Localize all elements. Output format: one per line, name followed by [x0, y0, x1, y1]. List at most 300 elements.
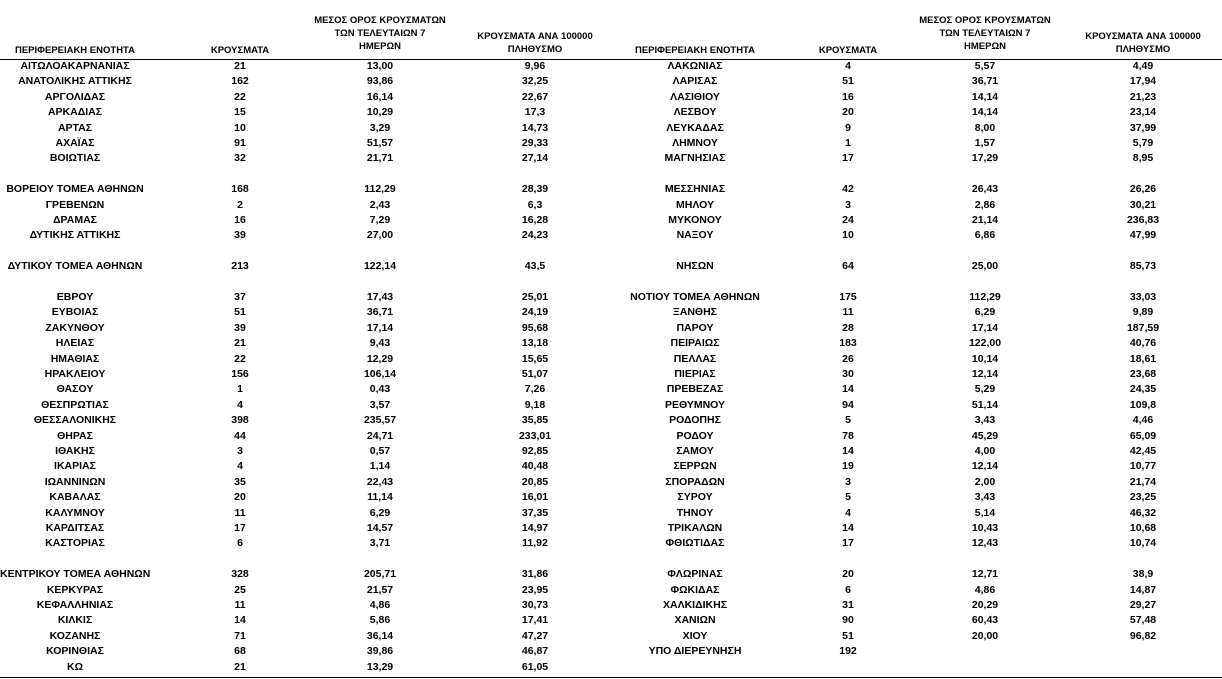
cell-avg7: 0,57 — [369, 445, 391, 457]
cell-region: ΔΡΑΜΑΣ — [53, 214, 97, 226]
cell-per100k: 14,97 — [521, 522, 549, 534]
cell-avg7: 10,29 — [366, 106, 394, 119]
cell-avg7: 14,14 — [971, 106, 999, 119]
cell-cases: 1 — [845, 137, 851, 149]
cell-region: ΠΙΕΡΙΑΣ — [674, 368, 716, 380]
cell-avg7: 7,29 — [369, 214, 391, 226]
cell-region: ΦΛΩΡΙΝΑΣ — [667, 568, 723, 581]
cell-avg7: 25,00 — [971, 260, 999, 273]
cell-cases: 31 — [842, 599, 854, 611]
cell-region: ΒΟΡΕΙΟΥ ΤΟΜΕΑ ΑΘΗΝΩΝ — [6, 183, 144, 196]
cell-region: ΠΕΛΛΑΣ — [673, 352, 717, 365]
cell-per100k: 24,19 — [521, 306, 549, 319]
cell-cases — [808, 553, 888, 566]
cell-avg7: 205,71 — [363, 568, 397, 581]
cell-avg7: 11,14 — [367, 491, 393, 504]
cell-per100k: 15,65 — [521, 352, 549, 365]
cell-avg7: 12,43 — [971, 537, 999, 550]
cell-cases: 183 — [839, 337, 857, 350]
cell-cases: 19 — [842, 460, 854, 473]
header-cases-right: ΚΡΟΥΣΜΑΤΑ — [818, 45, 878, 56]
cell-avg7: 4,00 — [974, 445, 996, 457]
cell-avg7: 5,29 — [974, 383, 996, 396]
cell-per100k: 9,96 — [524, 60, 546, 72]
cell-per100k: 10,68 — [1129, 522, 1157, 534]
cell-region: ΚΕΦΑΛΛΗΝΙΑΣ — [36, 599, 114, 611]
cell-region: ΕΒΡΟΥ — [56, 291, 94, 303]
cell-avg7: 235,57 — [363, 414, 397, 427]
cell-cases: 37 — [234, 291, 246, 303]
cell-region: ΑΡΤΑΣ — [57, 121, 93, 134]
cell-cases: 4 — [237, 460, 243, 473]
cell-region — [0, 276, 150, 289]
cell-cases — [808, 168, 888, 181]
cell-avg7: 122,14 — [363, 260, 397, 273]
header-per100k-left: ΚΡΟΥΣΜΑΤΑ ΑΝΑ 100000 ΠΛΗΘΥΣΜΟ — [477, 31, 593, 55]
cell-avg7 — [300, 276, 460, 289]
cell-avg7: 17,14 — [971, 321, 999, 334]
cell-avg7: 36,71 — [971, 75, 999, 88]
cell-per100k: 7,26 — [524, 383, 546, 396]
cell-cases: 35 — [234, 475, 246, 488]
cell-cases: 11 — [234, 599, 246, 611]
cell-per100k: 23,95 — [521, 583, 549, 596]
cell-region: ΑΙΤΩΛΟΑΚΑΡΝΑΝΙΑΣ — [20, 60, 130, 72]
cell-region: ΘΗΡΑΣ — [57, 429, 93, 442]
cell-cases: 10 — [842, 229, 854, 242]
cell-avg7: 2,86 — [974, 198, 996, 211]
cell-region: ΜΗΛΟΥ — [676, 198, 714, 211]
cell-region: ΦΘΙΩΤΙΔΑΣ — [665, 537, 725, 550]
cell-per100k: 10,77 — [1129, 460, 1157, 473]
cell-cases: 5 — [845, 414, 851, 427]
cell-cases: 94 — [842, 398, 854, 411]
cell-region: ΚΟΡΙΝΘΙΑΣ — [46, 645, 104, 658]
cell-per100k: 33,03 — [1129, 291, 1157, 303]
cell-region: ΘΑΣΟΥ — [56, 383, 94, 396]
cell-region: ΕΥΒΟΙΑΣ — [51, 306, 99, 319]
cell-region — [0, 245, 150, 258]
cell-avg7: 12,71 — [971, 568, 999, 581]
cell-region: ΠΑΡΟΥ — [676, 321, 714, 334]
cell-avg7: 2,00 — [974, 475, 996, 488]
cell-avg7: 122,00 — [968, 337, 1002, 350]
cell-region: ΚΙΛΚΙΣ — [57, 614, 93, 627]
cell-cases — [200, 245, 280, 258]
cell-avg7: 27,00 — [366, 229, 394, 242]
cell-cases: 21 — [234, 337, 246, 350]
cell-per100k — [460, 168, 610, 181]
cell-per100k: 10,74 — [1129, 537, 1157, 550]
cell-region: ΔΥΤΙΚΗΣ ΑΤΤΙΚΗΣ — [29, 229, 121, 242]
cell-per100k: 20,85 — [521, 475, 549, 488]
cell-per100k: 6,3 — [527, 198, 543, 211]
cell-region: ΜΕΣΣΗΝΙΑΣ — [664, 183, 726, 196]
cell-cases: 44 — [234, 429, 246, 442]
cell-cases: 175 — [839, 291, 857, 303]
cell-per100k: 65,09 — [1129, 429, 1157, 442]
cell-cases: 22 — [234, 90, 246, 103]
cell-avg7: 1,57 — [974, 137, 996, 149]
cell-region: ΔΥΤΙΚΟΥ ΤΟΜΕΑ ΑΘΗΝΩΝ — [7, 260, 143, 273]
cell-cases: 5 — [845, 491, 851, 504]
cell-region: ΠΕΙΡΑΙΩΣ — [670, 337, 720, 350]
cell-per100k: 38,9 — [1132, 568, 1154, 581]
cell-cases: 39 — [234, 229, 246, 242]
cell-cases: 162 — [231, 75, 249, 88]
header-region-right: ΠΕΡΙΦΕΡΕΙΑΚΗ ΕΝΟΤΗΤΑ — [634, 45, 756, 56]
cell-per100k: 40,48 — [521, 460, 549, 473]
cell-region: ΜΥΚΟΝΟΥ — [668, 214, 722, 226]
cell-cases: 3 — [237, 445, 243, 457]
cell-region: ΘΕΣΣΑΛΟΝΙΚΗΣ — [33, 414, 117, 427]
cell-avg7 — [905, 245, 1065, 258]
cell-cases: 192 — [839, 645, 857, 658]
cell-cases: 30 — [842, 368, 854, 380]
cell-region: ΤΡΙΚΑΛΩΝ — [667, 522, 723, 534]
cell-per100k: 27,14 — [521, 152, 549, 165]
cell-per100k: 109,8 — [1129, 398, 1157, 411]
cell-avg7: 12,14 — [971, 368, 999, 380]
cell-cases: 14 — [842, 445, 854, 457]
cell-cases — [200, 168, 280, 181]
cell-region — [0, 553, 150, 566]
cell-cases: 16 — [234, 214, 246, 226]
cell-cases: 51 — [234, 306, 246, 319]
cell-cases: 91 — [234, 137, 246, 149]
cell-region: ΚΑΛΥΜΝΟΥ — [45, 506, 105, 519]
cell-region — [620, 245, 770, 258]
cell-region: ΒΟΙΩΤΙΑΣ — [49, 152, 101, 165]
cell-region: ΓΡΕΒΕΝΩΝ — [45, 198, 105, 211]
cell-region: ΡΟΔΟΠΗΣ — [669, 414, 721, 427]
cell-avg7: 4,86 — [974, 583, 996, 596]
cell-cases: 6 — [237, 537, 243, 550]
cell-per100k — [1068, 245, 1218, 258]
cell-region: ΝΗΣΩΝ — [676, 260, 714, 273]
cell-cases: 26 — [842, 352, 854, 365]
header-avg7-left: ΜΕΣΟΣ ΟΡΟΣ ΚΡΟΥΣΜΑΤΩΝ ΤΩΝ ΤΕΛΕΥΤΑΙΩΝ 7 ΗΜΕΡΩΝ — [314, 15, 446, 52]
cell-per100k: 14,87 — [1129, 583, 1157, 596]
cell-per100k: 4,46 — [1132, 414, 1154, 427]
cell-per100k: 21,23 — [1129, 90, 1157, 103]
cell-per100k: 16,28 — [521, 214, 549, 226]
cell-region: ΚΕΡΚΥΡΑΣ — [46, 583, 104, 596]
cell-per100k: 32,25 — [521, 75, 549, 88]
cell-per100k: 13,18 — [521, 337, 549, 350]
cell-region: ΗΜΑΘΙΑΣ — [50, 352, 100, 365]
cell-per100k: 28,39 — [521, 183, 549, 196]
cell-per100k — [1068, 553, 1218, 566]
cell-cases: 10 — [234, 121, 246, 134]
cell-cases: 42 — [842, 183, 854, 196]
cell-per100k: 29,33 — [521, 137, 549, 149]
cell-avg7: 10,14 — [971, 352, 999, 365]
cell-avg7 — [905, 553, 1065, 566]
cell-per100k: 37,35 — [521, 506, 549, 519]
cell-per100k: 17,3 — [524, 106, 546, 119]
cell-region: ΛΑΣΙΘΙΟΥ — [670, 90, 720, 103]
cell-avg7: 21,57 — [366, 583, 394, 596]
cell-region: ΘΕΣΠΡΩΤΙΑΣ — [41, 398, 109, 411]
cell-per100k: 57,48 — [1129, 614, 1157, 627]
cell-cases: 1 — [237, 383, 243, 396]
cell-cases: 90 — [842, 614, 854, 627]
cell-region: ΑΝΑΤΟΛΙΚΗΣ ΑΤΤΙΚΗΣ — [18, 75, 132, 88]
cell-per100k: 187,59 — [1126, 321, 1160, 334]
cell-cases: 4 — [845, 506, 851, 519]
cell-cases: 14 — [842, 522, 854, 534]
cell-avg7: 22,43 — [366, 475, 394, 488]
cell-cases: 51 — [842, 629, 854, 642]
cell-region: ΛΑΚΩΝΙΑΣ — [667, 60, 723, 72]
cell-cases: 17 — [842, 152, 854, 165]
cell-cases: 213 — [231, 260, 249, 273]
cell-region: ΡΕΘΥΜΝΟΥ — [664, 398, 726, 411]
cell-cases: 20 — [234, 491, 246, 504]
cell-avg7 — [905, 276, 1065, 289]
cell-avg7: 4,86 — [369, 599, 391, 611]
cell-per100k: 5,79 — [1132, 137, 1154, 149]
cell-avg7: 45,29 — [971, 429, 999, 442]
cell-cases: 20 — [842, 568, 854, 581]
cell-avg7: 12,14 — [971, 460, 999, 473]
cell-region: ΧΑΛΚΙΔΙΚΗΣ — [662, 599, 728, 611]
cell-avg7 — [300, 168, 460, 181]
cell-avg7: 93,86 — [366, 75, 394, 88]
cell-avg7: 16,14 — [366, 90, 394, 103]
cell-region: ΜΑΓΝΗΣΙΑΣ — [664, 152, 726, 165]
cell-avg7: 5,86 — [369, 614, 391, 627]
cell-region: ΚΑΒΑΛΑΣ — [49, 491, 101, 504]
cell-per100k: 14,73 — [521, 121, 549, 134]
cell-per100k: 26,26 — [1129, 183, 1157, 196]
cell-region: ΚΕΝΤΡΙΚΟΥ ΤΟΜΕΑ ΑΘΗΝΩΝ — [0, 568, 151, 581]
cell-region: ΖΑΚΥΝΘΟΥ — [45, 321, 105, 334]
cell-per100k: 40,76 — [1129, 337, 1157, 350]
cell-region: ΛΑΡΙΣΑΣ — [672, 75, 718, 88]
cell-cases: 3 — [845, 198, 851, 211]
cell-per100k: 47,27 — [521, 629, 549, 642]
cell-avg7: 21,71 — [366, 152, 394, 165]
cell-avg7: 5,57 — [974, 60, 996, 72]
cell-avg7: 3,29 — [369, 121, 391, 134]
cell-cases: 78 — [842, 429, 854, 442]
cell-per100k: 35,85 — [521, 414, 549, 427]
cell-avg7: 24,71 — [366, 429, 394, 442]
cell-per100k: 9,18 — [524, 398, 546, 411]
cell-cases: 17 — [842, 537, 854, 550]
cell-region: ΝΟΤΙΟΥ ΤΟΜΕΑ ΑΘΗΝΩΝ — [630, 291, 760, 303]
cell-per100k: 46,87 — [521, 645, 549, 658]
cell-region: ΧΙΟΥ — [682, 629, 708, 642]
cell-cases: 11 — [842, 306, 854, 319]
cell-region: ΝΑΞΟΥ — [676, 229, 714, 242]
cell-avg7: 3,43 — [974, 414, 996, 427]
cell-cases: 14 — [842, 383, 854, 396]
cell-cases: 17 — [234, 522, 246, 534]
cell-avg7: 1,14 — [369, 460, 391, 473]
cell-avg7: 8,00 — [974, 121, 996, 134]
cell-per100k: 4,49 — [1132, 60, 1154, 72]
cell-avg7: 13,29 — [366, 660, 394, 673]
cell-region: ΚΩ — [66, 660, 83, 673]
cell-per100k: 43,5 — [524, 260, 546, 273]
cell-per100k: 236,83 — [1126, 214, 1160, 226]
cell-avg7: 0,43 — [369, 383, 391, 396]
cell-region: ΙΩΑΝΝΙΝΩΝ — [44, 475, 106, 488]
cell-region: ΛΕΥΚΑΔΑΣ — [666, 121, 724, 134]
cell-per100k: 24,23 — [521, 229, 549, 242]
cell-region: ΡΟΔΟΥ — [676, 429, 714, 442]
cell-region — [620, 553, 770, 566]
cell-avg7: 10,43 — [971, 522, 999, 534]
cell-avg7: 36,71 — [366, 306, 394, 319]
cell-per100k: 23,14 — [1129, 106, 1157, 119]
cell-region: ΙΚΑΡΙΑΣ — [54, 460, 96, 473]
cell-region: ΤΗΝΟΥ — [676, 506, 714, 519]
cell-avg7: 51,57 — [366, 137, 394, 149]
cell-avg7 — [300, 245, 460, 258]
cell-avg7: 21,14 — [971, 214, 999, 226]
cell-per100k — [460, 553, 610, 566]
cell-cases: 4 — [845, 60, 851, 72]
cell-cases: 9 — [845, 121, 851, 134]
cell-cases: 4 — [237, 398, 243, 411]
cell-per100k: 30,73 — [521, 599, 549, 611]
cell-per100k: 23,25 — [1129, 491, 1157, 504]
header-region-left: ΠΕΡΙΦΕΡΕΙΑΚΗ ΕΝΟΤΗΤΑ — [14, 45, 136, 56]
cell-avg7: 6,86 — [974, 229, 996, 242]
cell-cases: 398 — [231, 414, 249, 427]
cell-avg7 — [905, 645, 1065, 658]
cell-per100k — [1068, 276, 1218, 289]
cell-per100k: 25,01 — [521, 291, 549, 303]
cell-region — [620, 276, 770, 289]
cell-avg7: 26,43 — [971, 183, 999, 196]
cell-region — [0, 168, 150, 181]
cell-per100k: 24,35 — [1129, 383, 1157, 396]
header-avg7-right: ΜΕΣΟΣ ΟΡΟΣ ΚΡΟΥΣΜΑΤΩΝ ΤΩΝ ΤΕΛΕΥΤΑΙΩΝ 7 ΗΜΕΡΩΝ — [919, 15, 1051, 52]
cell-avg7: 6,29 — [369, 506, 391, 519]
cell-region: ΦΩΚΙΔΑΣ — [670, 583, 720, 596]
cell-cases: 2 — [237, 198, 243, 211]
cell-avg7: 20,00 — [971, 629, 999, 642]
cell-cases — [200, 553, 280, 566]
cell-avg7: 2,43 — [369, 198, 391, 211]
cell-region: ΣΑΜΟΥ — [676, 445, 714, 457]
cell-region: ΑΧΑΪΑΣ — [55, 137, 95, 149]
cell-avg7: 20,29 — [971, 599, 999, 611]
cell-avg7: 36,14 — [366, 629, 394, 642]
cell-cases: 39 — [234, 321, 246, 334]
cell-cases: 3 — [845, 475, 851, 488]
cell-avg7: 17,43 — [366, 291, 394, 303]
cell-avg7 — [300, 553, 460, 566]
cell-avg7: 3,43 — [974, 491, 996, 504]
cell-per100k — [460, 245, 610, 258]
cell-per100k: 11,92 — [522, 537, 548, 550]
cell-per100k: 95,68 — [521, 321, 549, 334]
cell-avg7: 106,14 — [363, 368, 397, 380]
cell-cases: 21 — [234, 660, 246, 673]
cell-region: ΠΡΕΒΕΖΑΣ — [666, 383, 724, 396]
cell-avg7 — [905, 168, 1065, 181]
cell-per100k: 42,45 — [1129, 445, 1157, 457]
cell-per100k: 22,67 — [521, 90, 549, 103]
cell-avg7: 12,29 — [366, 352, 394, 365]
cell-per100k: 29,27 — [1129, 599, 1157, 611]
header-cases-left: ΚΡΟΥΣΜΑΤΑ — [210, 45, 270, 56]
cell-avg7: 5,14 — [974, 506, 996, 519]
cell-per100k: 17,94 — [1129, 75, 1157, 88]
bottom-divider — [0, 677, 1222, 678]
cell-region: ΞΑΝΘΗΣ — [673, 306, 717, 319]
cell-cases: 16 — [842, 90, 854, 103]
cell-per100k: 47,99 — [1129, 229, 1157, 242]
cell-cases: 15 — [234, 106, 246, 119]
cell-cases — [808, 276, 888, 289]
cell-cases: 64 — [842, 260, 854, 273]
cell-cases: 51 — [842, 75, 854, 88]
cell-avg7: 112,29 — [364, 183, 396, 196]
cell-per100k: 96,82 — [1129, 629, 1157, 642]
cell-region: ΣΥΡΟΥ — [677, 491, 713, 504]
cell-cases: 25 — [234, 583, 246, 596]
cell-per100k: 92,85 — [521, 445, 549, 457]
cell-avg7: 51,14 — [971, 398, 999, 411]
cell-region: ΣΕΡΡΩΝ — [673, 460, 717, 473]
cell-per100k: 61,05 — [521, 660, 549, 673]
cell-per100k: 8,95 — [1132, 152, 1154, 165]
cell-cases: 328 — [231, 568, 249, 581]
cell-cases: 168 — [231, 183, 249, 196]
cell-region: ΑΡΚΑΔΙΑΣ — [47, 106, 103, 119]
cell-cases: 14 — [234, 614, 246, 627]
cell-per100k: 17,41 — [521, 614, 549, 627]
cell-region — [620, 168, 770, 181]
cell-per100k — [1068, 645, 1218, 658]
cell-per100k: 16,01 — [521, 491, 549, 504]
cell-cases: 11 — [234, 506, 246, 519]
cell-avg7: 14,57 — [366, 522, 394, 534]
cell-avg7: 60,43 — [971, 614, 999, 627]
cell-region: ΚΑΣΤΟΡΙΑΣ — [45, 537, 105, 550]
cell-avg7: 39,86 — [366, 645, 394, 658]
cell-per100k: 18,61 — [1129, 352, 1157, 365]
cell-region: ΗΛΕΙΑΣ — [55, 337, 95, 350]
cell-per100k: 23,68 — [1129, 368, 1157, 380]
cell-per100k: 9,89 — [1132, 306, 1154, 319]
header-per100k-right: ΚΡΟΥΣΜΑΤΑ ΑΝΑ 100000 ΠΛΗΘΥΣΜΟ — [1085, 31, 1201, 55]
cell-per100k — [460, 276, 610, 289]
cell-avg7: 6,29 — [974, 306, 996, 319]
cell-per100k: 21,74 — [1129, 475, 1157, 488]
cell-cases: 24 — [842, 214, 854, 226]
cell-per100k: 37,99 — [1129, 121, 1157, 134]
cell-region: ΣΠΟΡΑΔΩΝ — [665, 475, 725, 488]
cell-avg7: 112,29 — [969, 291, 1001, 303]
cell-cases: 32 — [234, 152, 246, 165]
cell-per100k: 51,07 — [521, 368, 549, 380]
cell-cases: 156 — [231, 368, 249, 380]
cell-per100k: 30,21 — [1129, 198, 1157, 211]
cell-cases: 28 — [842, 321, 854, 334]
cell-avg7: 14,14 — [971, 90, 999, 103]
cell-per100k — [1068, 168, 1218, 181]
cell-cases: 21 — [234, 60, 246, 72]
cell-avg7: 9,43 — [369, 337, 391, 350]
